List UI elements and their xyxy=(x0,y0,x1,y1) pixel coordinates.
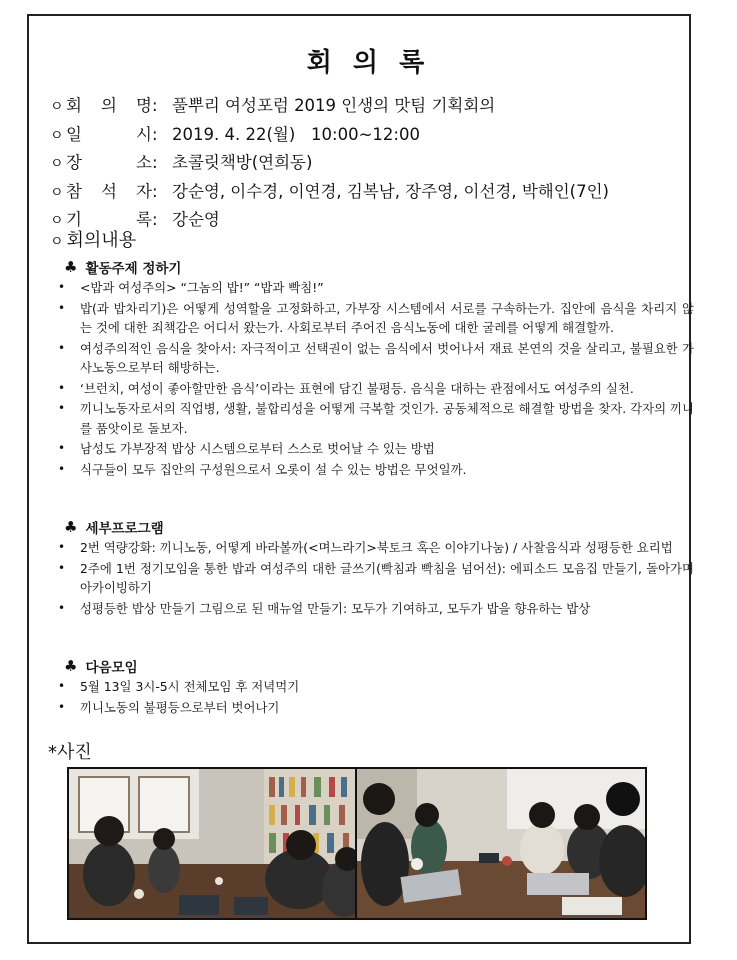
section-title: ♣ 활동주제 정하기 xyxy=(64,258,182,277)
section-detail-program xyxy=(54,516,694,619)
list-item: • ‘브런치, 여성이 좋아할만한 음식’이라는 표현에 담긴 불평등. 음식을 대하는 관점에서도 여성주의 실천. xyxy=(54,379,694,399)
section-title: ♣ 세부프로그램 xyxy=(64,518,164,537)
meta-row-place: ㅇ 장 소 : 초콜릿책방(연희동) xyxy=(50,149,609,178)
meta-bullet: ㅇ xyxy=(50,156,64,172)
meta-value-place: 초콜릿책방(연희동) xyxy=(172,153,313,172)
document-title: 회 의 록 xyxy=(306,48,431,78)
list-item: • 식구들이 모두 집안의 구성원으로서 오롯이 설 수 있는 방법은 무엇일까. xyxy=(54,460,694,480)
item-list xyxy=(54,278,694,479)
meta-bullet: ㅇ xyxy=(50,184,64,201)
list-item: • 끼니노동자로서의 직업병, 생활, 불합리성을 어떻게 극복할 것인가. 공동체적으로 해결할 방법을 찾자. 각자의 끼니를 품앗이로 돌보자. xyxy=(54,399,694,438)
item-list xyxy=(54,677,694,717)
meta-bullet: ㅇ xyxy=(50,234,64,250)
list-item: • 성평등한 밥상 만들기 그림으로 된 매뉴얼 만들기: 모두가 기여하고, 모두가 밥을 향유하는 밥상 xyxy=(54,599,694,619)
club-icon: ♣ xyxy=(64,518,78,536)
list-item: • <밥과 여성주의> “그놈의 밥!” “밥과 빡침!” xyxy=(54,278,694,298)
meta-bullet: ㅇ xyxy=(50,99,64,115)
meta-label-attendees: 참 석 자 xyxy=(66,181,152,201)
meta-bullet: ㅇ xyxy=(50,213,64,229)
meta-label-datetime: 일 시 xyxy=(66,124,152,144)
meta-label-meeting-name: 회 의 명 xyxy=(66,96,152,115)
meta-row-meeting-name: ㅇ 회 의 명 : 풀뿌리 여성포럼 2019 인생의 맛팀 기획회의 xyxy=(50,92,609,121)
list-item: • 남성도 가부장적 밥상 시스템으로부터 스스로 벗어날 수 있는 방법 xyxy=(54,439,694,459)
meta-row-attendees: ㅇ 참 석 자 : 강순영, 이수경, 이연경, 김복남, 장주영, 이선경, 박해인(7인) xyxy=(50,178,609,207)
list-item: • 5월 13일 3시-5시 전체모임 후 저녁먹기 xyxy=(54,677,694,697)
photo-label: *사진 xyxy=(48,742,92,763)
section-activity-topic xyxy=(54,256,694,480)
section-next-meeting xyxy=(54,655,694,718)
meta-value-recorder: 강순영 xyxy=(172,210,220,229)
club-icon: ♣ xyxy=(64,258,78,276)
list-item: • 2주에 1번 정기모임을 통한 밥과 여성주의 대한 글쓰기(빡침과 빡침을 넘어선): 에피소드 모음집 만들기, 돌아가며 아카이빙하기 xyxy=(54,559,694,598)
section-title: ♣ 다음모임 xyxy=(64,657,138,676)
meeting-photo-right xyxy=(357,769,645,918)
meta-bullet: ㅇ xyxy=(50,127,64,144)
meta-label-place: 장 소 xyxy=(66,153,152,172)
list-item: • 2번 역량강화: 끼니노동, 어떻게 바라볼까(<며느라기>북토크 혹은 이야기나눔) / 사찰음식과 성평등한 요리법 xyxy=(54,538,694,558)
content-heading: ㅇ 회의내용 xyxy=(50,230,137,251)
item-list xyxy=(54,538,694,618)
meta-row-datetime: ㅇ 일 시 : 2019. 4. 22(월) 10:00~12:00 xyxy=(50,121,609,150)
meta-value-datetime: 2019. 4. 22(월) 10:00~12:00 xyxy=(172,124,420,144)
list-item: • 여성주의적인 음식을 찾아서: 자극적이고 선택권이 없는 음식에서 벗어나서 재료 본연의 것을 살리고, 불필요한 가사노동으로부터 해방하는. xyxy=(54,339,694,378)
meta-row-recorder: ㅇ 기 록 : 강순영 xyxy=(50,206,609,235)
photo-strip xyxy=(67,767,647,920)
meta-value-meeting-name: 풀뿌리 여성포럼 2019 인생의 맛팀 기획회의 xyxy=(172,96,496,115)
meeting-info xyxy=(50,92,609,235)
list-item: • 밥(과 밥차리기)은 어떻게 성역할을 고정화하고, 가부장 시스템에서 서로를 구속하는가. 집안에 음식을 차리지 않는 것에 대한 죄책감은 어디서 왔는가. 사회로부터 주어진 음식노동에 대한 굴레를 어떻게 해결할까. xyxy=(54,299,694,338)
meta-label-recorder: 기 록 xyxy=(66,210,152,229)
meeting-photo-left xyxy=(69,769,355,918)
list-item: • 끼니노동의 불평등으로부터 벗어나기 xyxy=(54,698,694,718)
club-icon: ♣ xyxy=(64,657,78,675)
meta-value-attendees: 강순영, 이수경, 이연경, 김복남, 장주영, 이선경, 박해인(7인) xyxy=(172,181,609,201)
